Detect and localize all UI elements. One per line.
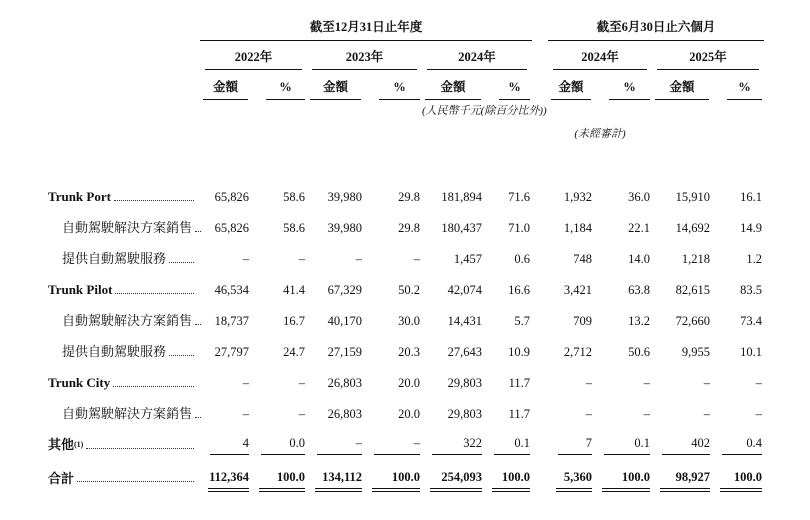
percent-cell <box>594 461 652 497</box>
percent-cell: 1.2 <box>746 252 763 266</box>
amount-cell: 14,692 <box>675 221 711 235</box>
row-label <box>48 345 200 360</box>
percent-cell: 16.6 <box>508 283 531 297</box>
percent-header <box>594 70 652 100</box>
amount-cell: 181,894 <box>441 190 482 204</box>
amount-cell: 1,932 <box>563 190 593 204</box>
dotted-leader <box>86 448 194 449</box>
year-label: 2022年 <box>205 47 302 70</box>
percent-cell: – <box>298 252 305 266</box>
cell-value: 0.1 <box>494 436 530 455</box>
amount-cell: 26,803 <box>327 376 362 390</box>
amount-cell: – <box>703 407 711 421</box>
year-label: 2023年 <box>312 47 417 70</box>
percent-cell: 16.1 <box>740 190 763 204</box>
percent-cell: 11.7 <box>508 376 531 390</box>
year-header-2024 <box>422 40 532 70</box>
dotted-leader <box>169 262 194 263</box>
table-header <box>48 14 764 182</box>
group-header-interim: 截至6月30日止六個月 <box>548 14 764 40</box>
year-header-2025-interim <box>652 40 764 70</box>
dotted-leader <box>195 231 201 232</box>
table-row <box>48 306 764 337</box>
amount-cell: 29,803 <box>447 407 482 421</box>
amount-cell: 14,431 <box>447 314 482 328</box>
percent-cell: 29.8 <box>398 221 420 235</box>
footnote-marker: (1) <box>74 439 84 449</box>
table-row <box>48 213 764 244</box>
amount-cell: 180,437 <box>441 221 482 235</box>
label-column-spacer <box>48 70 200 100</box>
amount-cell: 65,826 <box>214 190 249 204</box>
cell-value: 112,364 <box>208 470 249 489</box>
year-header-2023 <box>307 40 422 70</box>
percent-cell <box>251 430 307 461</box>
amount-cell <box>652 461 712 497</box>
percent-cell: 14.9 <box>740 221 763 235</box>
row-label <box>48 472 200 487</box>
column-header-row <box>48 70 764 100</box>
percent-cell: 14.0 <box>628 252 651 266</box>
amount-cell: 15,910 <box>675 190 711 204</box>
percent-label: % <box>266 80 305 100</box>
table-row <box>48 182 764 213</box>
cell-value: 5,360 <box>556 470 592 489</box>
percent-cell: 10.9 <box>508 345 531 359</box>
row-label <box>48 190 200 205</box>
amount-cell <box>200 430 251 461</box>
group-header-row <box>48 14 764 40</box>
revenue-breakdown-table <box>48 14 764 497</box>
amount-cell: 39,980 <box>327 190 362 204</box>
percent-cell: 10.1 <box>740 345 763 359</box>
currency-note: (人民幣千元(除百分比外)) <box>422 105 547 117</box>
percent-cell: 22.1 <box>628 221 651 235</box>
row-label-text: 自動駕駛解決方案銷售 <box>62 406 193 422</box>
row-label-text: 自動駕駛解決方案銷售 <box>62 313 193 329</box>
dotted-leader <box>169 355 194 356</box>
group-gap <box>532 14 548 40</box>
group-gap <box>532 275 548 306</box>
cell-value: – <box>317 436 362 455</box>
amount-cell: 9,955 <box>681 345 711 359</box>
dotted-leader <box>113 386 194 387</box>
table-row <box>48 275 764 306</box>
amount-cell: 26,803 <box>327 407 362 421</box>
table-row <box>48 430 764 461</box>
row-label-text: 提供自動駕駛服務 <box>62 344 167 360</box>
percent-cell: 24.7 <box>283 345 305 359</box>
row-label-cell <box>48 337 200 368</box>
percent-cell: 11.7 <box>508 407 531 421</box>
percent-header <box>712 70 764 100</box>
row-label-text: Trunk City <box>48 375 111 391</box>
percent-cell <box>364 461 422 497</box>
percent-cell: 20.3 <box>398 345 420 359</box>
row-label-cell <box>48 275 200 306</box>
dotted-leader <box>195 417 201 418</box>
amount-cell: 748 <box>573 252 593 266</box>
row-label <box>48 314 200 329</box>
row-label <box>48 283 200 298</box>
percent-cell: – <box>643 407 651 421</box>
table-row <box>48 399 764 430</box>
document-page <box>0 14 810 520</box>
percent-cell: 58.6 <box>283 221 305 235</box>
year-label: 2025年 <box>657 47 759 70</box>
row-label-text: 其他 <box>48 437 75 453</box>
percent-cell: 83.5 <box>740 283 763 297</box>
amount-cell: 27,643 <box>447 345 482 359</box>
amount-label: 金額 <box>551 77 591 100</box>
percent-cell <box>712 430 764 461</box>
percent-cell: 58.6 <box>283 190 305 204</box>
percent-cell: – <box>643 376 651 390</box>
cell-value: 100.0 <box>602 470 650 489</box>
percent-cell: – <box>755 407 763 421</box>
group-gap <box>532 40 548 70</box>
group-gap <box>532 368 548 399</box>
group-header-annual: 截至12月31日止年度 <box>200 14 532 40</box>
amount-cell: – <box>703 376 711 390</box>
unaudited-note: (未經審計) <box>574 128 626 140</box>
label-column-spacer <box>48 120 200 146</box>
year-header-2022 <box>200 40 307 70</box>
row-label-cell <box>48 213 200 244</box>
label-column-spacer <box>48 100 200 120</box>
row-label-cell <box>48 182 200 213</box>
percent-cell: 30.0 <box>398 314 420 328</box>
year-header-row <box>48 40 764 70</box>
amount-cell: 29,803 <box>447 376 482 390</box>
unaudited-note-row <box>48 120 764 146</box>
note-spacer <box>200 100 422 120</box>
table-row <box>48 244 764 275</box>
cell-value: 402 <box>662 436 710 455</box>
amount-cell: 709 <box>573 314 593 328</box>
amount-cell: 72,660 <box>675 314 711 328</box>
amount-cell: 27,797 <box>214 345 249 359</box>
cell-value: 254,093 <box>430 470 482 489</box>
percent-cell: – <box>413 252 420 266</box>
amount-cell: – <box>355 252 362 266</box>
amount-header <box>307 70 364 100</box>
amount-cell: 67,329 <box>327 283 362 297</box>
note-spacer <box>652 120 764 146</box>
percent-cell <box>712 461 764 497</box>
percent-cell: 71.0 <box>508 221 531 235</box>
row-label-text: 自動駕駛解決方案銷售 <box>62 220 193 236</box>
cell-value: 100.0 <box>372 470 420 489</box>
dotted-leader <box>114 200 194 201</box>
group-gap <box>532 120 548 146</box>
amount-header <box>652 70 712 100</box>
table-row <box>48 337 764 368</box>
dotted-leader <box>115 293 194 294</box>
amount-header <box>200 70 251 100</box>
note-spacer <box>200 120 532 146</box>
percent-cell: 13.2 <box>628 314 651 328</box>
row-label <box>48 438 200 453</box>
percent-cell: 16.7 <box>283 314 305 328</box>
percent-cell: 5.7 <box>514 314 531 328</box>
amount-cell: – <box>585 407 593 421</box>
amount-cell: 1,457 <box>453 252 482 266</box>
amount-header <box>548 70 594 100</box>
percent-label: % <box>499 80 530 100</box>
group-gap <box>532 461 548 497</box>
percent-cell: 50.2 <box>398 283 420 297</box>
amount-cell <box>307 430 364 461</box>
cell-value: 0.0 <box>261 436 305 455</box>
percent-cell <box>251 461 307 497</box>
cell-value: – <box>374 436 420 455</box>
percent-cell: – <box>298 376 305 390</box>
amount-cell <box>200 461 251 497</box>
amount-cell: 1,184 <box>563 221 593 235</box>
percent-header <box>484 70 532 100</box>
row-label <box>48 376 200 391</box>
amount-cell: 18,737 <box>214 314 249 328</box>
label-column-spacer <box>48 14 200 40</box>
amount-cell: 27,159 <box>327 345 362 359</box>
header-body-gap <box>48 146 764 182</box>
amount-cell: 46,534 <box>214 283 249 297</box>
group-gap <box>532 244 548 275</box>
percent-cell <box>364 430 422 461</box>
row-label-cell <box>48 430 200 461</box>
cell-value: 0.1 <box>604 436 650 455</box>
percent-cell: 63.8 <box>628 283 651 297</box>
percent-cell: 36.0 <box>628 190 651 204</box>
cell-value: 0.4 <box>722 436 762 455</box>
percent-cell: – <box>755 376 763 390</box>
percent-label: % <box>727 80 762 100</box>
amount-label: 金額 <box>655 77 709 100</box>
percent-label: % <box>379 80 420 100</box>
percent-label: % <box>609 80 650 100</box>
cell-value: 98,927 <box>660 470 710 489</box>
label-column-spacer <box>48 40 200 70</box>
year-label: 2024年 <box>427 47 527 70</box>
percent-cell: 0.6 <box>514 252 531 266</box>
percent-cell: 20.0 <box>398 407 420 421</box>
amount-cell: – <box>242 407 249 421</box>
amount-cell: 3,421 <box>563 283 593 297</box>
row-label-text: 提供自動駕駛服務 <box>62 251 167 267</box>
row-label <box>48 252 200 267</box>
percent-cell: – <box>298 407 305 421</box>
row-label-cell <box>48 368 200 399</box>
amount-cell: – <box>585 376 593 390</box>
row-label-cell <box>48 399 200 430</box>
amount-label: 金額 <box>310 77 361 100</box>
cell-value: 7 <box>558 436 592 455</box>
row-label-cell <box>48 306 200 337</box>
cell-value: 134,112 <box>315 470 362 489</box>
cell-value: 4 <box>210 436 249 455</box>
percent-cell: 41.4 <box>283 283 305 297</box>
percent-cell: 73.4 <box>740 314 763 328</box>
amount-cell: 82,615 <box>675 283 711 297</box>
amount-cell <box>548 430 594 461</box>
amount-cell: 39,980 <box>327 221 362 235</box>
amount-label: 金額 <box>203 77 248 100</box>
amount-cell: – <box>242 376 249 390</box>
cell-value: 100.0 <box>720 470 762 489</box>
year-label: 2024年 <box>553 47 647 70</box>
amount-cell: 42,074 <box>447 283 482 297</box>
amount-cell: 1,218 <box>681 252 711 266</box>
table-body <box>48 182 764 497</box>
currency-note-row <box>48 100 764 120</box>
amount-cell <box>422 430 484 461</box>
spacer <box>48 146 764 182</box>
group-gap <box>532 213 548 244</box>
percent-header <box>364 70 422 100</box>
percent-cell: 50.6 <box>628 345 651 359</box>
dotted-leader <box>77 481 194 482</box>
note-spacer <box>548 100 764 120</box>
row-label-text: 合計 <box>48 470 75 486</box>
cell-value: 100.0 <box>259 470 305 489</box>
percent-cell <box>484 430 532 461</box>
group-gap <box>532 70 548 100</box>
amount-cell <box>548 461 594 497</box>
cell-value: 100.0 <box>492 470 530 489</box>
table-row <box>48 461 764 497</box>
amount-cell <box>307 461 364 497</box>
table-row <box>48 368 764 399</box>
group-gap <box>532 430 548 461</box>
row-label-cell <box>48 461 200 497</box>
amount-cell: 65,826 <box>214 221 249 235</box>
row-label <box>48 407 200 422</box>
amount-cell <box>652 430 712 461</box>
amount-label: 金額 <box>425 77 481 100</box>
cell-value: 322 <box>432 436 482 455</box>
dotted-leader <box>195 324 201 325</box>
group-gap <box>532 399 548 430</box>
row-label-text: Trunk Pilot <box>48 282 113 298</box>
amount-cell: 40,170 <box>327 314 362 328</box>
group-gap <box>532 182 548 213</box>
amount-header <box>422 70 484 100</box>
percent-cell <box>594 430 652 461</box>
row-label-cell <box>48 244 200 275</box>
group-gap <box>532 337 548 368</box>
group-gap <box>532 306 548 337</box>
amount-cell <box>422 461 484 497</box>
percent-cell: 71.6 <box>508 190 531 204</box>
amount-cell: 2,712 <box>563 345 593 359</box>
percent-cell <box>484 461 532 497</box>
row-label-text: Trunk Port <box>48 189 111 205</box>
row-label <box>48 221 200 236</box>
percent-cell: 29.8 <box>398 190 420 204</box>
percent-header <box>251 70 307 100</box>
percent-cell: 20.0 <box>398 376 420 390</box>
year-header-2024-interim <box>548 40 652 70</box>
amount-cell: – <box>242 252 249 266</box>
